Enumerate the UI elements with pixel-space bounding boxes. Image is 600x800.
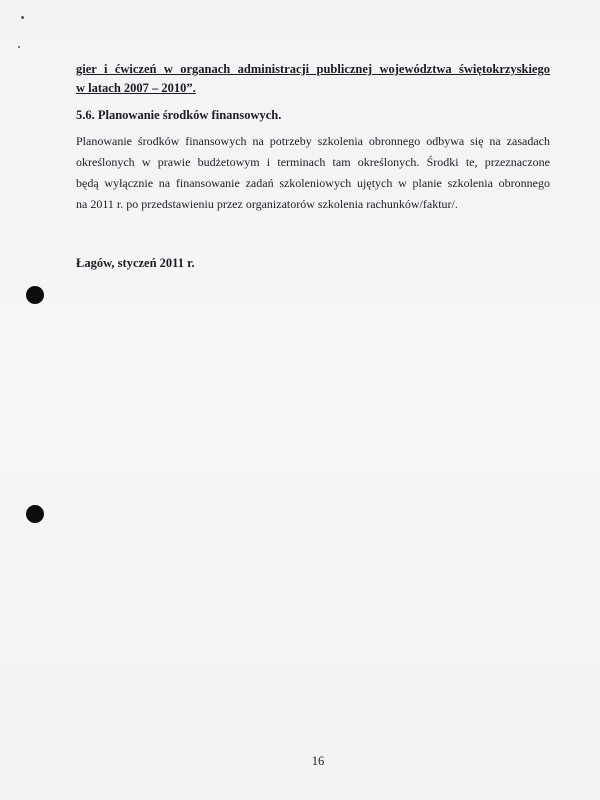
page-number: 16 [311,754,325,768]
paragraph-line: określonych w prawie budżetowym i terminach tam określonych. Środki te, przeznaczone [76,155,550,169]
paragraph-line: będą wyłącznie na finansowanie zadań szkoleniowych ujętych w planie szkolenia obronnego [76,176,550,190]
section-title: 5.6. Planowanie środków finansowych. [76,108,282,122]
continued-heading: gier i ćwiczeń w organach administracji publicznej województwa świętokrzyskiego [76,62,550,76]
place-date: Łagów, styczeń 2011 r. [76,256,195,270]
paragraph-line: Planowanie środków finansowych na potrzeby szkolenia obronnego odbywa się na zasadach [76,134,550,148]
paragraph-line: na 2011 r. po przedstawieniu przez organizatorów szkolenia rachunków/faktur/. [76,197,458,211]
scan-speck [18,46,20,48]
continued-heading-end: w latach 2007 – 2010”. [76,81,196,95]
punch-hole-icon [26,505,44,523]
punch-hole-icon [26,286,44,304]
scan-speck [21,16,24,19]
